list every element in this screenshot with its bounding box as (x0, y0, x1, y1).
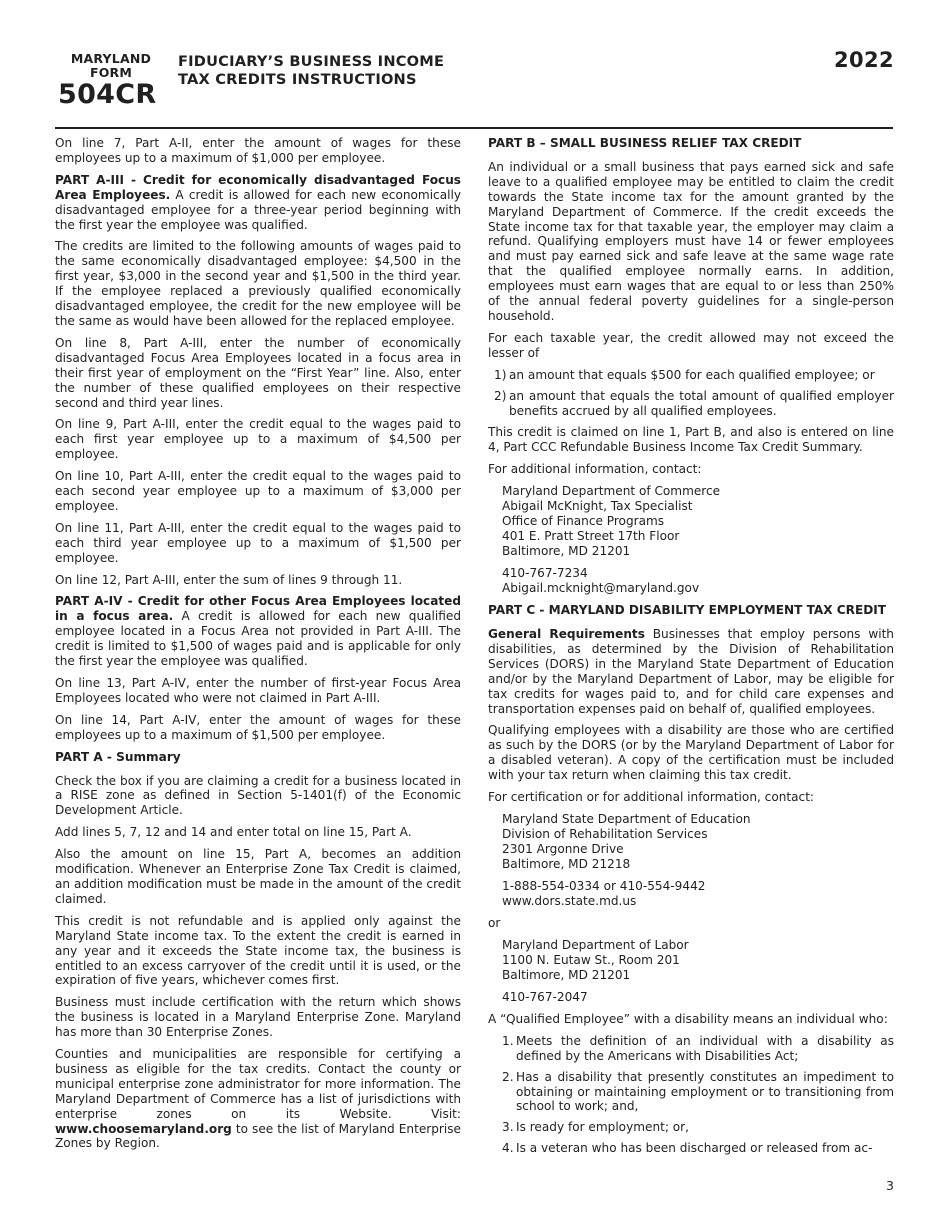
phone-number: 1-888-554-0334 or 410-554-9442 (502, 879, 706, 893)
paragraph: On line 8, Part A-III, enter the number of economically disadvantaged Focus Area Employees located in a focus area in their first year of employment on the “First Year” line. Also, enter the number of these qualified employees on their respective second and third year lines. (55, 335, 461, 410)
part-b-list (488, 368, 894, 419)
header-divider (55, 127, 893, 129)
enterprise-zone-link[interactable]: www.choosemaryland.org (55, 1121, 232, 1136)
part-c-heading: PART C - MARYLAND DISABILITY EMPLOYMENT TAX CREDIT (488, 603, 887, 618)
left-column (55, 136, 461, 1158)
page-number: 3 (886, 1178, 894, 1193)
summary-heading: PART A - Summary (55, 749, 181, 764)
phone-number: 410-767-2047 (502, 989, 588, 1004)
part-b-heading: PART B – SMALL BUSINESS RELIEF TAX CREDIT (488, 136, 802, 150)
paragraph: This credit is claimed on line 1, Part B, and also is entered on line 4, Part CCC Refundable Business Income Tax Credit Summary. (488, 425, 894, 455)
education-contact (488, 879, 894, 909)
form-number: 504CR (58, 79, 157, 110)
paragraph: For additional information, contact: (488, 462, 702, 477)
paragraph: PART A-IV - Credit for other Focus Area Employees located in a focus area. A credit is allowed for each new qualified employee located in a Focus Area not provided in Part A-III. The credit is limited to $1,500 of wages paid and is applicable for only the first year the employee was qualified. (55, 594, 461, 669)
paragraph: On line 12, Part A-III, enter the sum of lines 9 through 11. (55, 572, 403, 587)
commerce-contact (488, 566, 894, 596)
paragraph: This credit is not refundable and is applied only against the Maryland State income tax. To the extent the credit is earned in any year and it exceeds the State income tax, the business is entitled to an excess carryover of the credit until it is used, or the expiration of five years, whichever comes first. (55, 913, 461, 988)
list-item: 2. Has a disability that presently constitutes an impediment to obtaining or maintaining employment or to transitioning from school to work; and, (502, 1069, 894, 1114)
paragraph: Counties and municipalities are responsible for certifying a business as eligible for the tax credits. Contact the county or municipal enterprise zone administrator for more information. The Maryland Department of Commerce has a list of jurisdictions with enterprise zones on its Website. Visit: www.choosemaryland.org to see the list of Maryland Enterprise Zones by Region. (55, 1047, 461, 1151)
section-heading: PART A-IV - Credit for other Focus Area Employees located in a focus area. (55, 594, 461, 624)
labor-address: Maryland Department of Labor 1100 N. Eutaw St., Room 201 Baltimore, MD 21201 (502, 937, 689, 982)
paragraph: An individual or a small business that pays earned sick and safe leave to a qualified employee may be entitled to claim the credit towards the State income tax for the amount granted by the Maryland Department of Commerce. If the credit exceeds the State income tax for that taxable year, the employer may claim a refund. Qualifying employers must have 14 or fewer employees and must pay earned sick and safe leave at the same wage rate that the qualified employee normally earns. In addition, employees must earn wages that are equal to or less than 250% of the annual federal poverty guidelines for a single-person household. (488, 159, 894, 323)
labor-contact (488, 990, 894, 1005)
paragraph: The credits are limited to the following amounts of wages paid to the same economically disadvantaged employee: $4,500 in the first year, $3,000 in the second year and $1,500 in the third year. If the employee replaced a previously qualified economically disadvantaged employee, the credit for the new employee will be the same as would have been allowed for the replaced employee. (55, 239, 461, 328)
education-address: Maryland State Department of Education Division of Rehabilitation Services 2301 Argonne Drive Baltimore, MD 21218 (502, 812, 751, 871)
commerce-address: Maryland Department of Commerce Abigail McKnight, Tax Specialist Office of Finance Programs 401 E. Pratt Street 17th Floor Baltimore, MD 21201 (502, 484, 721, 559)
list-item: 3. Is ready for employment; or, (502, 1120, 689, 1135)
page-title (178, 53, 444, 89)
title-line-1: FIDUCIARY’S BUSINESS INCOME (178, 53, 445, 70)
paragraph: or (488, 916, 501, 930)
state-label: MARYLAND (70, 51, 152, 66)
paragraph: Qualifying employees with a disability are those who are certified as such by the DORS (or by the Maryland Department of Labor for a disabled veteran). A copy of the certification must be included with your tax return when claiming this tax credit. (488, 723, 894, 783)
form-label: FORM (89, 65, 133, 80)
form-id-block (58, 52, 164, 109)
paragraph: PART A-III - Credit for economically disadvantaged Focus Area Employees. A credit is allowed for each new economically disadvantaged employee for a three-year period beginning with the first year the employee was qualified. (55, 172, 461, 232)
paragraph: On line 10, Part A-III, enter the credit equal to the wages paid to each second year employee up to a maximum of $3,000 per employee. (55, 469, 461, 513)
paragraph: On line 9, Part A-III, enter the credit equal to the wages paid to each first year employee up to a maximum of $4,500 per employee. (55, 417, 461, 462)
website-link[interactable]: www.dors.state.md.us (502, 894, 637, 908)
paragraph: On line 13, Part A-IV, enter the number of first-year Focus Area Employees located who were not claimed in Part A-III. (55, 676, 461, 705)
qualified-employee-list (488, 1034, 894, 1156)
list-item: 1. Meets the definition of an individual with a disability as defined by the Americans with Disabilities Act; (502, 1033, 894, 1063)
paragraph: Add lines 5, 7, 12 and 14 and enter total on line 15, Part A. (55, 825, 412, 840)
paragraph: For certification or for additional information, contact: (488, 790, 815, 805)
list-item: 1) an amount that equals $500 for each qualified employee; or (494, 367, 875, 382)
paragraph: Business must include certification with the return which shows the business is located in a Maryland Enterprise Zone. Maryland has more than 30 Enterprise Zones. (55, 995, 461, 1040)
title-line-2: TAX CREDITS INSTRUCTIONS (178, 71, 417, 88)
paragraph: For each taxable year, the credit allowed may not exceed the lesser of (488, 330, 894, 360)
section-heading: PART A-III - Credit for economically disadvantaged Focus Area Employees. (55, 172, 461, 202)
email-link[interactable]: Abigail.mcknight@maryland.gov (502, 581, 700, 596)
list-item: 2) an amount that equals the total amount of qualified employer benefits accrued by all qualified employees. (494, 388, 894, 418)
paragraph: General Requirements Businesses that employ persons with disabilities, as determined by the Division of Rehabilitation Services (DORS) in the Maryland State Department of Education and/or by the Maryland Department of Labor, may be eligible for tax credits for wages paid to, and for child care expenses and transportation expenses paid on behalf of, qualified employees. (488, 627, 894, 716)
phone-number: 410-767-7234 (502, 566, 588, 581)
list-item: 4. Is a veteran who has been discharged or released from ac- (502, 1141, 873, 1156)
paragraph: On line 14, Part A-IV, enter the amount of wages for these employees up to a maximum of $1,500 per employee. (55, 712, 461, 742)
tax-year: 2022 (833, 48, 894, 72)
paragraph: On line 11, Part A-III, enter the credit equal to the wages paid to each third year employee up to a maximum of $1,500 per employee. (55, 520, 461, 565)
paragraph: Also the amount on line 15, Part A, becomes an addition modification. Whenever an Enterprise Zone Tax Credit is claimed, an addition modification must be made in the amount of the credit claimed. (55, 847, 461, 906)
right-column (488, 136, 894, 1163)
paragraph: A “Qualified Employee” with a disability means an individual who: (488, 1011, 888, 1026)
section-heading: General Requirements (488, 627, 645, 642)
paragraph: On line 7, Part A-II, enter the amount of wages for these employees up to a maximum of $1,000 per employee. (55, 136, 461, 165)
paragraph: Check the box if you are claiming a credit for a business located in a RISE zone as defined in Section 5-1401(f) of the Economic Development Article. (55, 773, 461, 818)
